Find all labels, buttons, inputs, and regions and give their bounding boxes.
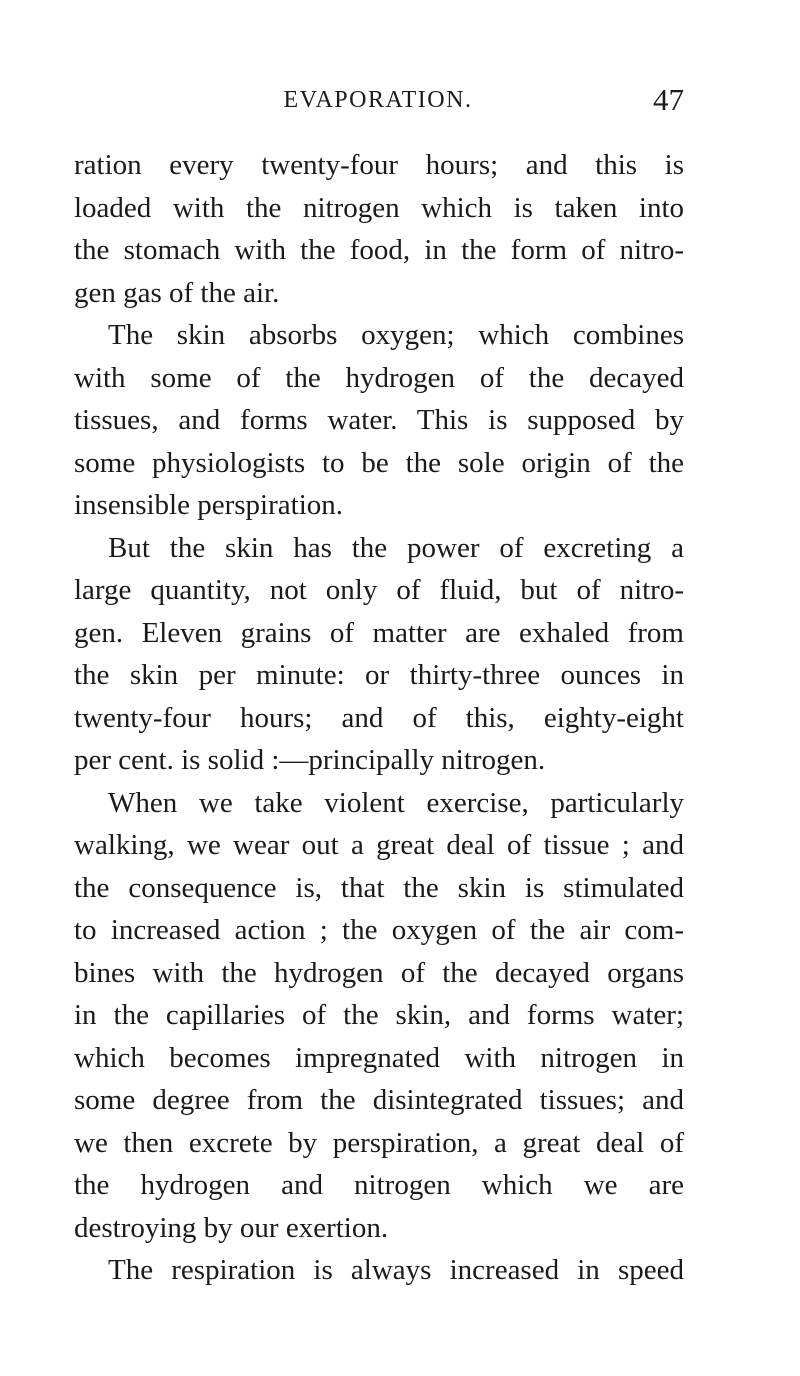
text-line: large quantity, not only of fluid, but of nitro- <box>74 574 684 606</box>
text-line: The respiration is always increased in speed <box>108 1254 684 1286</box>
page-number: 47 <box>653 82 684 117</box>
text-line: The skin absorbs oxygen; which combines <box>108 319 684 351</box>
text-line: loaded with the nitrogen which is taken into <box>74 191 684 224</box>
text-line: destroying by our exertion. <box>74 1211 389 1244</box>
text-line: we then excrete by perspiration, a great deal of <box>74 1126 684 1159</box>
text-line: When we take violent exercise, particularly <box>108 786 684 819</box>
paragraph-4 <box>74 782 684 1250</box>
text-line: the consequence is, that the skin is stimulated <box>74 871 684 904</box>
text-line: insensible perspiration. <box>74 489 344 521</box>
body-text <box>74 144 684 1292</box>
paragraph-3 <box>74 527 684 782</box>
text-line: But the skin has the power of excreting a <box>108 531 684 564</box>
running-head <box>72 80 684 120</box>
text-line: in the capillaries of the skin, and forms water; <box>74 999 684 1031</box>
paragraph-5 <box>74 1249 684 1292</box>
text-line: ration every twenty-four hours; and this is <box>74 149 684 181</box>
text-line: with some of the hydrogen of the decayed <box>74 361 684 394</box>
text-line: some degree from the disintegrated tissues; and <box>74 1084 684 1116</box>
text-line: per cent. is solid :—principally nitrogen. <box>74 744 546 776</box>
text-line: the stomach with the food, in the form of nitro- <box>74 234 684 266</box>
text-line: to increased action ; the oxygen of the air com- <box>74 914 684 946</box>
text-line: twenty-four hours; and of this, eighty-eight <box>74 701 684 734</box>
paragraph-2 <box>74 314 684 527</box>
text-line: some physiologists to be the sole origin of the <box>74 446 684 479</box>
text-line: walking, we wear out a great deal of tissue ; and <box>74 829 684 861</box>
text-line: gen. Eleven grains of matter are exhaled from <box>74 616 684 649</box>
paragraph-1 <box>74 144 684 314</box>
text-line: the skin per minute: or thirty-three ounces in <box>74 659 684 691</box>
running-title: EVAPORATION. <box>283 87 473 113</box>
text-line: bines with the hydrogen of the decayed organs <box>74 956 684 989</box>
text-line: the hydrogen and nitrogen which we are <box>74 1169 684 1201</box>
text-line: gen gas of the air. <box>74 276 280 309</box>
text-line: tissues, and forms water. This is supposed by <box>74 404 684 436</box>
text-line: which becomes impregnated with nitrogen in <box>74 1041 684 1074</box>
